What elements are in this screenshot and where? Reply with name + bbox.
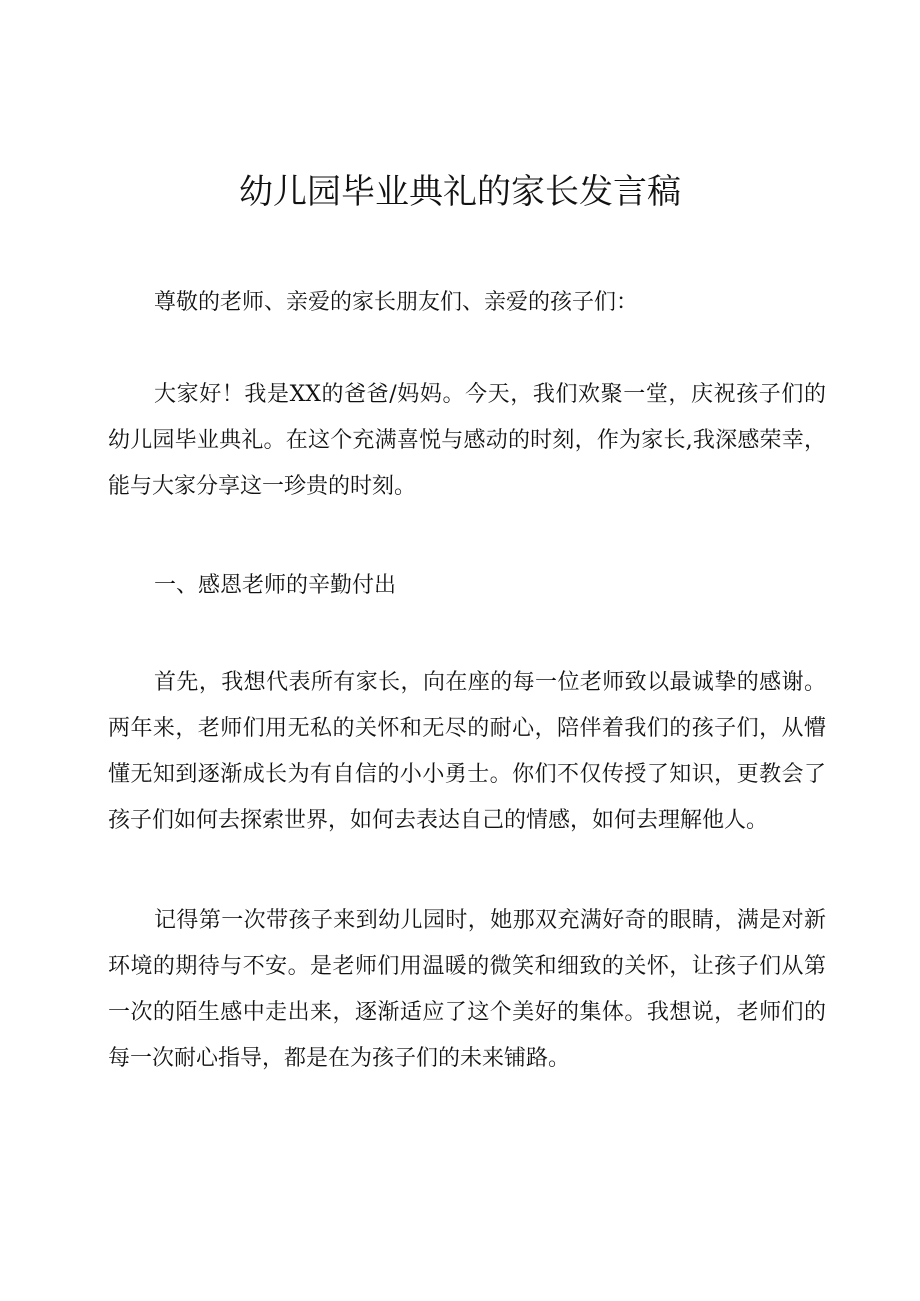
greeting-paragraph: 尊敬的老师、亲爱的家长朋友们、亲爱的孩子们： [154,290,639,315]
intro-paragraph: 大家好！我是XX的爸爸/妈妈。今天，我们欢聚一堂，庆祝孩子们的幼儿园毕业典礼。在这个充满喜悦与感动的时刻，作为家长,我深感荣幸，能与大家分享这一珍贵的时刻。 [108,382,826,499]
document-title: 幼儿园毕业典礼的家长发言稿 [239,172,681,212]
section-heading: 一、感恩老师的辛勤付出 [154,573,397,598]
thanks-paragraph: 首先，我想代表所有家长，向在座的每一位老师致以最诚挚的感谢。两年来，老师们用无私的关怀和无尽的耐心，陪伴着我们的孩子们，从懵懂无知到逐渐成长为有自信的小小勇士。你们不仅传授了知识，更教会了孩子们如何去探索世界，如何去表达自己的情感，如何去理解他人。 [108,670,826,833]
memory-paragraph: 记得第一次带孩子来到幼儿园时，她那双充满好奇的眼睛，满是对新环境的期待与不安。是老师们用温暖的微笑和细致的关怀，让孩子们从第一次的陌生感中走出来，逐渐适应了这个美好的集体。我想说，老师们的每一次耐心指导，都是在为孩子们的未来铺路。 [108,908,826,1071]
